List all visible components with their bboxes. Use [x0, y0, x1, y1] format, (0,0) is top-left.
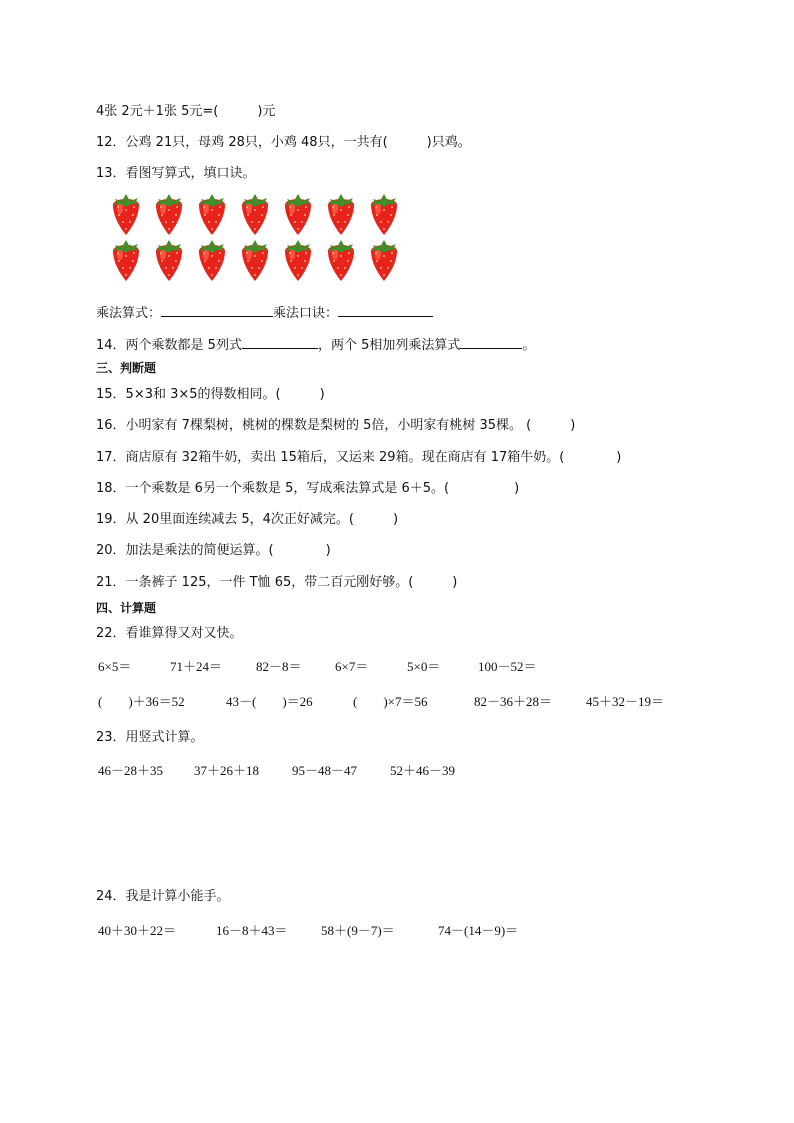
strawberry-icon	[241, 240, 270, 281]
calc-item: 6×7＝	[335, 659, 369, 674]
calc-item: 82－8＝	[256, 659, 302, 674]
strawberry-icon	[370, 194, 399, 235]
question-22-title: 22．看谁算得又对又快。	[96, 626, 243, 641]
strawberry-icon	[327, 194, 356, 235]
strawberry-icon	[198, 194, 227, 235]
strawberry-icon	[284, 194, 313, 235]
multiplication-chant-blank[interactable]	[338, 302, 433, 317]
calc-item: 71＋24＝	[170, 659, 223, 674]
calc-item: 40＋30＋22＝	[98, 923, 177, 938]
vertical-calc-item: 46－28＋35	[98, 763, 164, 778]
question-23-items	[96, 760, 716, 780]
question-14-blank-1[interactable]	[242, 334, 318, 349]
question-13-answer-line	[96, 302, 433, 323]
calc-item: 5×0＝	[407, 659, 441, 674]
question-12: 12．公鸡 21只，母鸡 28只，小鸡 48只，一共有( )只鸡。	[96, 135, 471, 150]
calc-item: 74－(14－9)＝	[438, 923, 519, 938]
calc-item: 43－( )＝26	[226, 694, 313, 709]
section-judgement-heading: 三、判断题	[96, 361, 157, 375]
question-23-title: 23．用竖式计算。	[96, 730, 204, 745]
judge-item-21: 21．一条裤子 125，一件 T恤 65，带二百元刚好够。( )	[96, 575, 458, 590]
judge-item-18: 18．一个乘数是 6另一个乘数是 5，写成乘法算式是 6＋5。( )	[96, 481, 520, 496]
question-14-part1: 14．两个乘数都是 5列式	[96, 338, 242, 353]
question-13-title: 13．看图写算式，填口诀。	[96, 166, 256, 181]
vertical-calc-item: 95－48－47	[292, 763, 358, 778]
strawberry-icon	[155, 194, 184, 235]
calc-item: 82－36＋28＝	[474, 694, 553, 709]
strawberry-icon	[112, 194, 141, 235]
calc-item: 16－8＋43＝	[216, 923, 288, 938]
judge-item-15: 15．5×3和 3×5的得数相同。( )	[96, 387, 325, 402]
calc-item: 45＋32－19＝	[586, 694, 665, 709]
calc-item: 100－52＝	[478, 659, 537, 674]
calc-item: ( )＋36＝52	[98, 694, 185, 709]
multiplication-formula-label: 乘法算式：	[96, 306, 162, 321]
multiplication-formula-blank[interactable]	[161, 302, 273, 317]
strawberry-icon	[284, 240, 313, 281]
calc-item: 58＋(9－7)＝	[321, 923, 395, 938]
question-14-part3: 。	[522, 338, 536, 353]
vertical-calc-item: 37＋26＋18	[194, 763, 260, 778]
section-calculation-heading: 四、计算题	[96, 601, 157, 615]
question-14-part2: ，两个 5相加列乘法算式	[317, 338, 461, 353]
judge-item-19: 19．从 20里面连续减去 5，4次正好减完。( )	[96, 512, 399, 527]
calc-item: 6×5＝	[98, 659, 132, 674]
question-24-items	[96, 920, 716, 940]
strawberry-icon	[241, 194, 270, 235]
strawberry-icon	[112, 240, 141, 281]
judge-item-20: 20．加法是乘法的简便运算。( )	[96, 543, 331, 558]
vertical-calc-item: 52＋46－39	[390, 763, 456, 778]
multiplication-chant-label: 乘法口诀：	[273, 306, 339, 321]
calc-item: ( )×7＝56	[353, 694, 428, 709]
question-11-tail: 4张 2元＋1张 5元=( )元	[96, 104, 276, 119]
strawberry-group	[105, 191, 405, 283]
judge-item-16: 16．小明家有 7棵梨树，桃树的棵数是梨树的 5倍，小明家有桃树 35棵。 ( )	[96, 418, 576, 433]
strawberry-icon	[327, 240, 356, 281]
strawberry-icon	[198, 240, 227, 281]
question-22-row-2	[96, 691, 716, 711]
question-22-row-1	[96, 656, 716, 676]
question-14	[96, 334, 535, 355]
question-14-blank-2[interactable]	[460, 334, 522, 349]
question-24-title: 24．我是计算小能手。	[96, 889, 230, 904]
strawberry-picture	[105, 191, 405, 283]
strawberry-icon	[370, 240, 399, 281]
judge-item-17: 17．商店原有 32箱牛奶，卖出 15箱后，又运来 29箱。现在商店有 17箱牛奶。( )	[96, 450, 622, 465]
strawberry-icon	[155, 240, 184, 281]
